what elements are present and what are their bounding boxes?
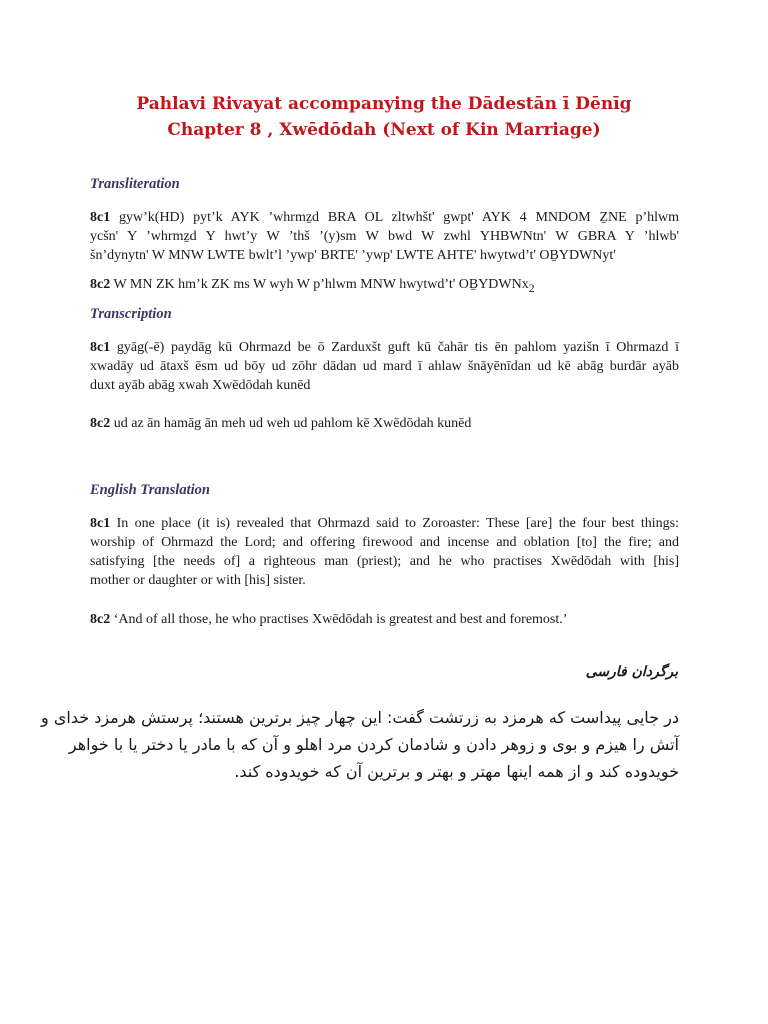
text-line: In one place (it is) revealed that Ohrmazd said to Zoroaster: These [are] the four best things: bbox=[116, 516, 680, 531]
persian-line: خویدوده کند و از همه اینها مهتر و بهتر و برترین آن که خویدوده کند. bbox=[234, 762, 679, 781]
transliteration-8c2 bbox=[90, 275, 679, 298]
text-line: worship of Ohrmazd the Lord; and offering firewood and incense and oblation [to] the fire; and bbox=[90, 535, 679, 550]
transcription-8c1 bbox=[90, 338, 679, 395]
chapter-title: Chapter 8 , Xwēdōdah (Next of Kin Marriage) bbox=[167, 120, 601, 140]
verse-ref: 8c2 bbox=[90, 277, 111, 292]
text-line: gyāg(-ē) paydāg kū Ohrmazd be ō Zarduxšt guft kū čahār tis ēn pahlom yazišn ī Ohrmazd ī bbox=[116, 340, 679, 355]
document-title: Pahlavi Rivayat accompanying the Dādestān ī Dēnīg bbox=[136, 94, 632, 114]
english-8c1 bbox=[90, 514, 679, 590]
persian-paragraph bbox=[41, 704, 679, 785]
verse-ref: 8c2 bbox=[90, 416, 111, 431]
text-line: satisfying [the needs of] a righteous man (priest); and he who practises Xwēdōdah with [his] bbox=[90, 554, 679, 569]
persian-heading: برگردان فارسی bbox=[585, 664, 678, 680]
verse-ref: 8c1 bbox=[90, 210, 111, 225]
text-line: duxt ayāb abāg xwah Xwēdōdah kunēd bbox=[90, 378, 311, 393]
persian-line: آتش را هیزم و بوی و زوهر دادن و شادمان کردن مرد اهلو و آن که با مادر یا دختر یا با خواهر bbox=[68, 735, 679, 754]
text-line: šn’dynytn' W MNW LWTE bwlt’l ’ywp' BRTE' ’ywp' LWTE AHTE' hwytwd’t' OḆYDWNyt' bbox=[90, 248, 616, 263]
text-line: xwadāy ud ātaxš ēsm ud bōy ud zōhr dādan ud mard ī ahlaw šnāyēnīdan ud kē abāg burdār ayāb bbox=[90, 359, 679, 374]
verse-ref: 8c2 bbox=[90, 612, 111, 627]
text-line: ‘And of all those, he who practises Xwēdōdah is greatest and best and foremost.’ bbox=[113, 612, 568, 627]
text-line: ycšn' Y ’whrmẕd Y hwt’y W ’thš ’(y)sm W bwd W zwhl YHBWNtn' W GBRA Y ’hlwb' bbox=[90, 229, 679, 244]
transliteration-8c1 bbox=[90, 208, 679, 265]
verse-ref: 8c1 bbox=[90, 340, 111, 355]
transcription-8c2 bbox=[90, 414, 679, 433]
english-8c2 bbox=[90, 610, 679, 629]
text-line: mother or daughter or with [his] sister. bbox=[90, 573, 306, 588]
persian-line: در جایی پیداست که هرمزد به زرتشت گفت: این چهار چیز برترین هستند؛ پرستش هرمزد خدای و bbox=[41, 708, 679, 727]
text-line: gyw’k(HD) pyt’k AYK ’whrmẕd BRA OL zltwhšt' gwpt' AYK 4 MNDOM ẔNE p’hlwm bbox=[119, 210, 680, 225]
text-line: W MN ZK hm’k ZK ms W wyh W p’hlwm MNW hwytwd’t' OḆYDWNx bbox=[113, 277, 529, 292]
transcription-heading: Transcription bbox=[90, 306, 172, 322]
verse-ref: 8c1 bbox=[90, 516, 111, 531]
subscript: 2 bbox=[528, 281, 535, 295]
text-line: ud az ān hamāg ān meh ud weh ud pahlom kē Xwēdōdah kunēd bbox=[113, 416, 472, 431]
english-heading: English Translation bbox=[90, 482, 210, 498]
transliteration-heading: Transliteration bbox=[90, 176, 180, 192]
